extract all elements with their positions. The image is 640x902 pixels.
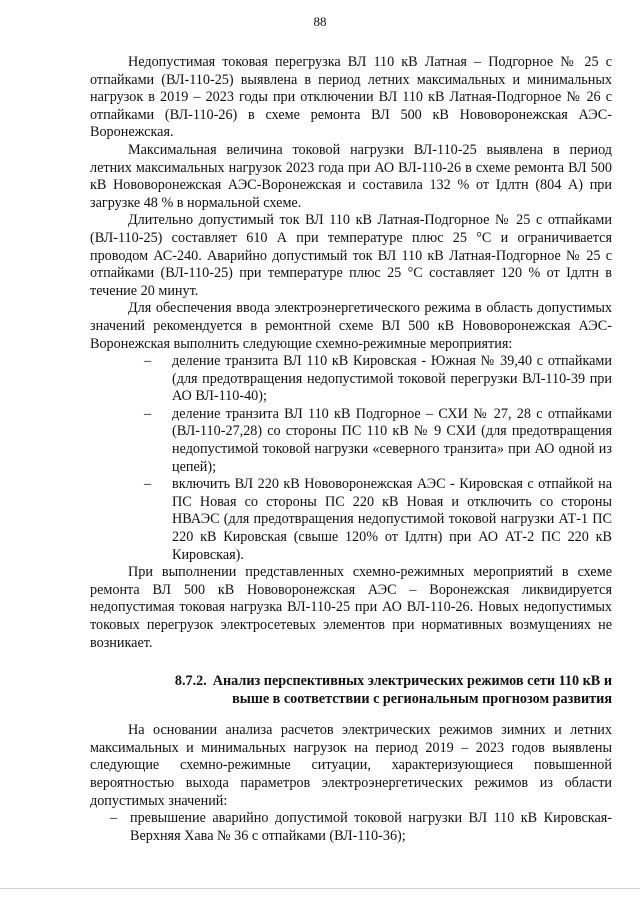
paragraph: Максимальная величина токовой нагрузки ВЛ-110-25 выявлена в период летних максимальных нагрузок 2023 года при АО ВЛ-110-26 в схеме ремонта ВЛ 500 кВ Нововоронежская АЭС-Воронежская и составила 132 % от Iдлтн (804 А) при загрузке 48 % в нормальной схеме. — [90, 141, 612, 211]
situations-list — [90, 810, 612, 845]
page-body — [90, 54, 612, 845]
paragraph: Длительно допустимый ток ВЛ 110 кВ Латная-Подгорное № 25 с отпайками (ВЛ-110-25) составляет 610 А при температуре плюс 25 °С и ограничивается проводом АС-240. Аварийно допустимый ток ВЛ 110 кВ Латная-Подгорное № 25 с отпайками (ВЛ-110-25) при температуре плюс 25 °С составляет 120 % от Iдлтн в течение 20 минут. — [90, 212, 612, 299]
section-heading — [90, 672, 612, 708]
section-number: 8.7.2. — [174, 673, 207, 690]
paragraph: Недопустимая токовая перегрузка ВЛ 110 кВ Латная – Подгорное № 25 с отпайками (ВЛ-110-25) выявлена в период летних максимальных и минимальных нагрузок в 2019 – 2023 годы при отключении ВЛ 110 кВ Латная-Подгорное № 26 с отпайками (ВЛ-110-26) в схеме ремонта ВЛ 500 кВ Нововоронежская АЭС-Воронежская. — [90, 54, 612, 141]
paragraph: На основании анализа расчетов электрических режимов зимних и летних максимальных и минимальных нагрузок на период 2019 – 2023 годов выявлены следующие схемно-режимные ситуации, характеризующиеся повышенной вероятностью выхода параметров электроэнергетических режимов из области допустимых значений: — [90, 722, 612, 809]
paragraph: Для обеспечения ввода электроэнергетического режима в область допустимых значений рекомендуется в ремонтной схеме ВЛ 500 кВ Нововоронежская АЭС-Воронежская выполнить следующие схемно-режимные мероприятия: — [90, 300, 612, 352]
paragraph: При выполнении представленных схемно-режимных мероприятий в схеме ремонта ВЛ 500 кВ Нововоронежская АЭС – Воронежская ликвидируется недопустимая токовая нагрузка ВЛ-110-25 при АО ВЛ-110-26. Новых недопустимых токовых перегрузок электросетевых элементов при нормативных возмущениях не возникает. — [90, 564, 612, 651]
list-item: – деление транзита ВЛ 110 кВ Кировская - Южная № 39,40 с отпайками (для предотвращения недопустимой токовой перегрузки ВЛ-110-39 при АО ВЛ-110-40); — [172, 353, 612, 406]
list-item: – превышение аварийно допустимой токовой нагрузки ВЛ 110 кВ Кировская-Верхняя Хава № 36 с отпайками (ВЛ-110-36); — [130, 810, 612, 845]
page-number: 88 — [313, 14, 327, 29]
scan-edge-line — [0, 888, 640, 889]
list-item: – включить ВЛ 220 кВ Нововоронежская АЭС - Кировская с отпайкой на ПС Новая со стороны ПС 220 кВ Новая и отключить со стороны НВАЭС (для предотвращения недопустимой токовой нагрузки АТ-1 ПС 220 кВ Кировская (свыше 120% от Iдлтн) при АО АТ-2 ПС 220 кВ Кировская). — [172, 476, 612, 564]
measures-list — [90, 353, 612, 564]
list-item: – деление транзита ВЛ 110 кВ Подгорное – СХИ № 27, 28 с отпайками (ВЛ-110-27,28) со стороны ПС 110 кВ № 9 СХИ (для предотвращения недопустимой токовой нагрузки «северного транзита» при АО одной из цепей); — [172, 406, 612, 476]
section-title: Анализ перспективных электрических режимов сети 110 кВ и выше в соответствии с региональным прогнозом развития — [212, 673, 612, 708]
